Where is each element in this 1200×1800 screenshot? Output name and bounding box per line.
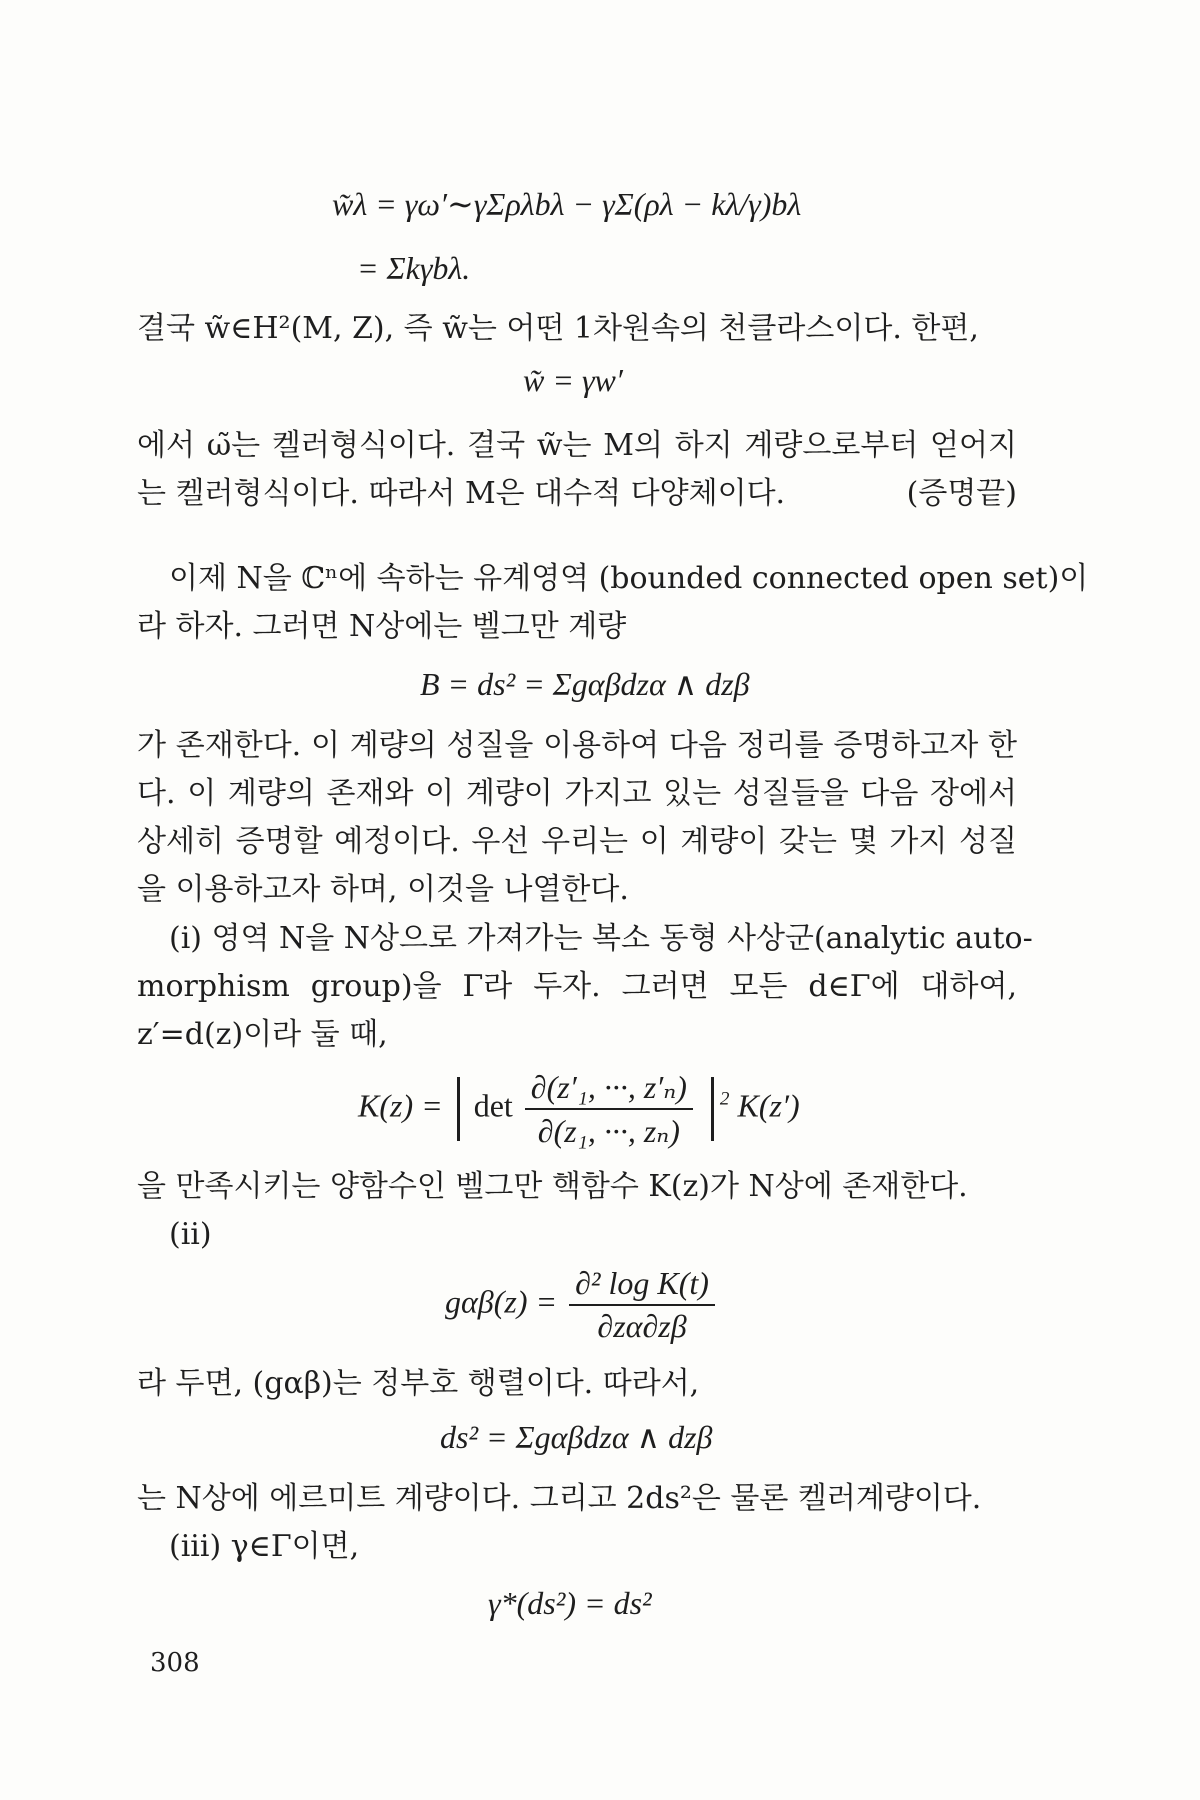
paragraph-5: [137, 1163, 1017, 1259]
text-line: 라 하자. 그러면 N상에는 벨그만 계량: [137, 609, 627, 644]
fraction-denominator: ∂(z₁, ···, zₙ): [537, 1113, 680, 1149]
fraction-denominator: ∂zα∂zβ: [597, 1308, 687, 1344]
text-line: z′=d(z)이라 둘 때,: [137, 1017, 388, 1052]
paragraph-7: [137, 1475, 1017, 1571]
metric-fraction: [569, 1265, 715, 1345]
fraction-numerator: ∂² log K(t): [569, 1265, 715, 1306]
text-line: 는 N상에 에르미트 계량이다. 그리고 2ds²은 물론 켈러계량이다.: [137, 1481, 982, 1516]
paragraph-2: [137, 422, 1017, 518]
equation-7: γ*(ds²) = ds²: [488, 1585, 652, 1621]
text-line: [137, 470, 1017, 518]
paragraph-3: [137, 555, 1089, 651]
paragraph-1: [137, 305, 1017, 353]
text-line: 결국 w̃∈H²(M, Z), 즉 w̃는 어떤 1차원속의 천클라스이다. 한편,: [137, 311, 979, 346]
equation-line-1: w̃λ = γω′∼γΣρλbλ − γΣ(ρλ − kλ/γ)bλ: [332, 186, 802, 222]
paragraph-6: [137, 1360, 1017, 1408]
abs-bar-left: [457, 1077, 460, 1141]
text-line: 라 두면, (gαβ)는 정부호 행렬이다. 따라서,: [137, 1366, 700, 1401]
eq4-det: det: [473, 1087, 513, 1124]
fraction-numerator: ∂(z′₁, ···, z′ₙ): [525, 1068, 693, 1110]
equation-5: [445, 1265, 719, 1345]
text-line: 이제 N을 ℂⁿ에 속하는 유계영역 (bounded connected open set)이: [169, 561, 1089, 596]
eq5-lhs: gαβ(z) =: [445, 1283, 558, 1320]
equation-line-2: = Σkγbλ.: [357, 250, 471, 286]
text-line: 을 만족시키는 양함수인 벨그만 핵함수 K(z)가 N상에 존재한다.: [137, 1169, 968, 1204]
item-3: (iii) γ∈Γ이면,: [169, 1529, 360, 1564]
paragraph-4: [137, 722, 1017, 914]
equation-6: ds² = Σgαβdzα ∧ dzβ: [440, 1419, 713, 1455]
equation-3: B = ds² = Σgαβdzα ∧ dzβ: [420, 666, 750, 702]
equation-2: w̃ = γw′: [523, 362, 623, 398]
text-span: 는 켈러형식이다. 따라서 M은 대수적 다양체이다.: [137, 476, 786, 511]
page-number: 308: [150, 1648, 200, 1678]
abs-bar-right: [711, 1077, 714, 1141]
item-2-label: (ii): [169, 1217, 212, 1252]
qed-mark: (증명끝): [906, 476, 1017, 511]
text-line: 가 존재한다. 이 계량의 성질을 이용하여 다음 정리를 증명하고자 한: [137, 728, 1017, 763]
text-line: (i) 영역 N을 N상으로 가져가는 복소 동형 사상군(analytic auto-: [169, 921, 1033, 956]
text-line: 다. 이 계량의 존재와 이 계량이 가지고 있는 성질들을 다음 장에서: [137, 776, 1017, 811]
eq4-lhs: K(z) =: [358, 1087, 443, 1124]
text-line: 에서 ω̃는 켈러형식이다. 결국 w̃는 M의 하지 계량으로부터 얻어지: [137, 428, 1017, 463]
item-1: [137, 915, 1033, 1059]
text-line: morphism group)을 Γ라 두자. 그러면 모든 d∈Γ에 대하여,: [137, 969, 1017, 1004]
text-line: 을 이용하고자 하며, 이것을 나열한다.: [137, 872, 629, 907]
equation-4: [358, 1068, 800, 1150]
eq4-rhs: K(z′): [737, 1087, 800, 1124]
text-line: 상세히 증명할 예정이다. 우선 우리는 이 계량이 갖는 몇 가지 성질: [137, 824, 1017, 859]
jacobian-fraction: [525, 1068, 693, 1150]
exponent: 2: [719, 1088, 730, 1110]
